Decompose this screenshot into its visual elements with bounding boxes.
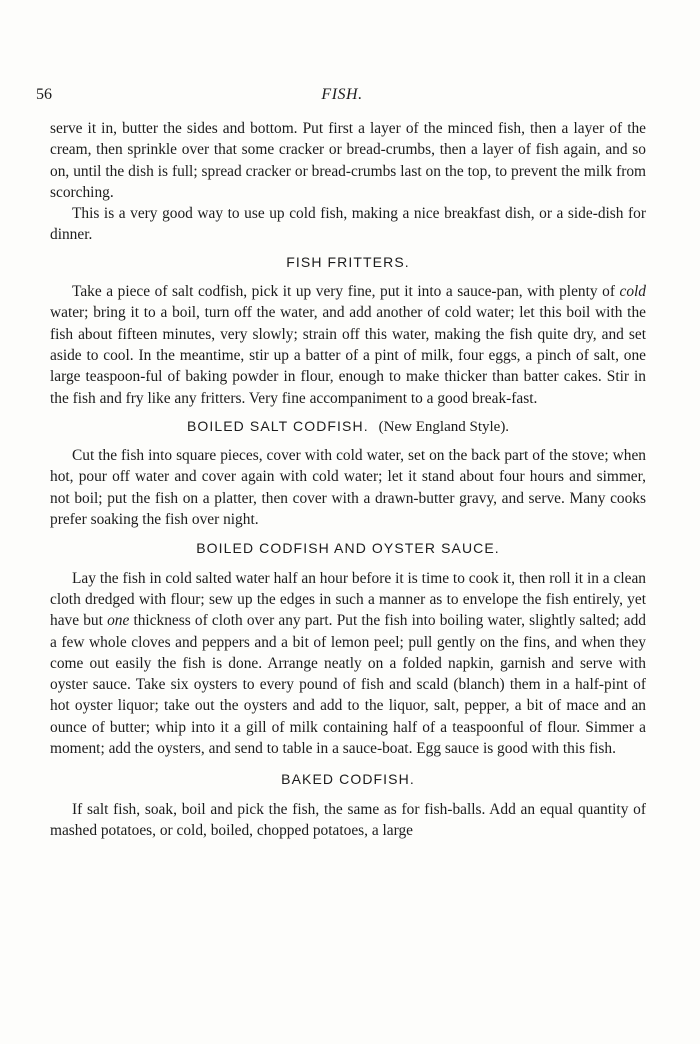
fish-fritters-paragraph	[50, 281, 646, 409]
page-body	[50, 118, 646, 841]
running-head: FISH.	[321, 86, 363, 103]
continued-paragraph: serve it in, butter the sides and bottom. Put first a layer of the minced fish, then a layer of the cream, then sprinkle over that some cracker or bread-crumbs, then a layer of fish again, and so on, until the dish is full; spread cracker or bread-crumbs last on the top, to prevent the milk from scorching.	[50, 120, 646, 201]
emphasis-text: one	[107, 612, 130, 630]
text-run: Take a piece of salt codfish, pick it up very fine, put it into a sauce-pan, with plenty of	[72, 283, 620, 301]
section-title-oyster-sauce: BOILED CODFISH AND OYSTER SAUCE.	[196, 540, 500, 557]
text-run: thickness of cloth over any part. Put the fish into boiling water, slightly salted; add a few whole cloves and peppers and a bit of lemon peel; pull gently on the fins, and when they come out easily the fish is done. Arrange neatly on a folded napkin, garnish and serve with oyster sauce. Take six oysters to every pound of fish and scald (blanch) them in a half-pint of hot oyster liquor; take out the oysters and add to the liquor, salt, pepper, a bit of mace and an ounce of butter; whip into it a gill of milk containing half of a teaspoonful of flour. Simmer a moment; add the oysters, and send to table in a sauce-boat. Egg sauce is good with this fish.	[50, 612, 646, 758]
page-header	[36, 86, 648, 110]
boiled-salt-codfish-paragraph: Cut the fish into square pieces, cover with cold water, set on the back part of the stove; when hot, pour off water and cover again with cold water; let it stand about four hours and simmer, not boil; put the fish on a platter, then cover with a drawn-butter gravy, and serve. Many cooks prefer soaking the fish over night.	[50, 447, 646, 529]
text-run: water; bring it to a boil, turn off the water, and add another of cold water; let this boil with the fish about fifteen minutes, very slowly; strain off this water, making the fish quite dry, and set aside to cool. In the meantime, stir up a batter of a pint of milk, four eggs, a pinch of salt, one large teaspoon-ful of baking powder in flour, enough to make thicker than batter cakes. Stir in the fish and fry like any fritters. Very fine accompaniment to a good break-fast.	[50, 304, 646, 407]
section-title-boiled-salt-codfish	[50, 416, 646, 438]
section-title-baked-codfish: BAKED CODFISH.	[281, 771, 415, 788]
section-title-fish-fritters: FISH FRITTERS.	[286, 253, 410, 270]
section-title-text: BOILED SALT CODFISH.	[186, 417, 369, 434]
intro-paragraph: This is a very good way to use up cold fish, making a nice breakfast dish, or a side-dish for dinner.	[50, 205, 646, 244]
page-number: 56	[36, 86, 52, 103]
baked-codfish-paragraph: If salt fish, soak, boil and pick the fish, the same as for fish-balls. Add an equal quantity of mashed potatoes, or cold, boiled, chopped potatoes, a large	[50, 800, 646, 839]
oyster-sauce-paragraph	[50, 568, 646, 760]
text-run: Lay the fish in cold salted water half an hour before it is time to cook it, then roll it in a clean cloth dredged with flour; sew up the edges in such a manner as to envelope the fish entirely, yet have but	[50, 569, 646, 630]
section-subtitle: (New England Style).	[378, 418, 510, 435]
emphasis-text: cold	[619, 283, 646, 301]
